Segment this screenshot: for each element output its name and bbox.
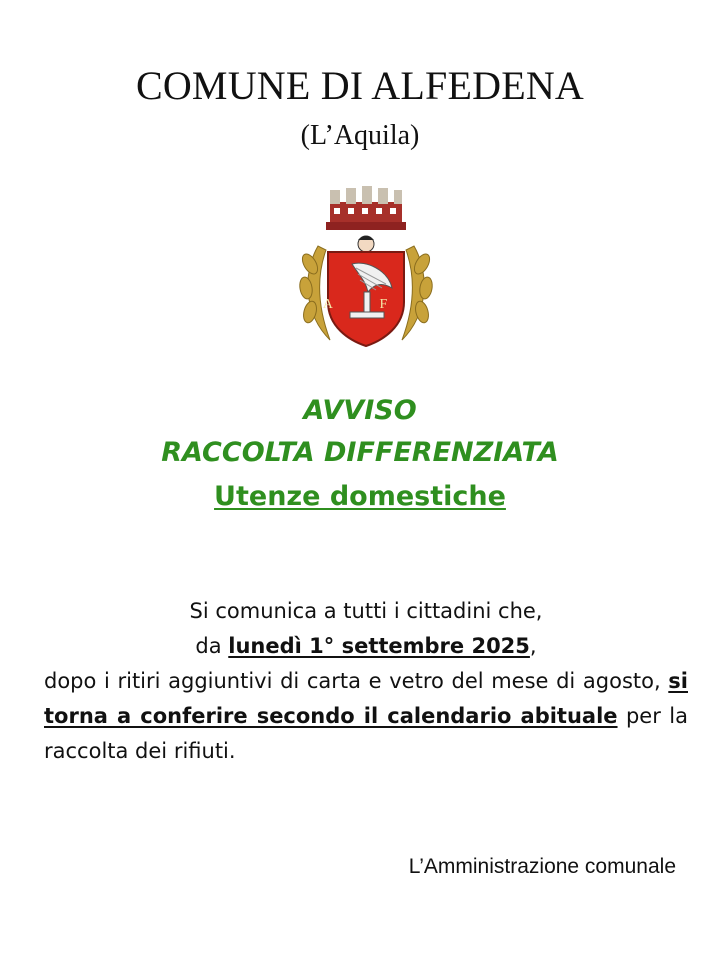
crown-icon (326, 186, 406, 230)
notice-heading-block (0, 390, 720, 520)
signature: L’Amministrazione comunale (408, 855, 676, 878)
body-line-1: Si comunica a tutti i cittadini che, (189, 599, 543, 623)
paragraph-start: dopo i ritiri aggiuntivi di carta e vetro del mese di agosto, (44, 669, 669, 693)
page-subtitle: (L’Aquila) (300, 120, 420, 151)
notice-topic: RACCOLTA DIFFERENZIATA (161, 437, 559, 468)
date-prefix: da (195, 634, 229, 658)
paragraph-end: per la raccolta dei rifiuti. (44, 704, 688, 763)
notice-heading: AVVISO (303, 395, 417, 426)
notice-audience: Utenze domestiche (214, 481, 506, 512)
body-paragraph (44, 664, 688, 769)
page-title: COMUNE DI ALFEDENA (135, 63, 585, 108)
date-suffix: , (529, 634, 537, 658)
effective-date: lunedì 1° settembre 2025 (228, 634, 530, 658)
paragraph-emphasis: si torna a conferire secondo il calendario abituale (44, 669, 688, 728)
body-line-2 (44, 629, 688, 664)
notice-body (44, 594, 688, 769)
crest-letters: A F (322, 297, 410, 312)
municipal-crest-emblem (296, 184, 436, 354)
